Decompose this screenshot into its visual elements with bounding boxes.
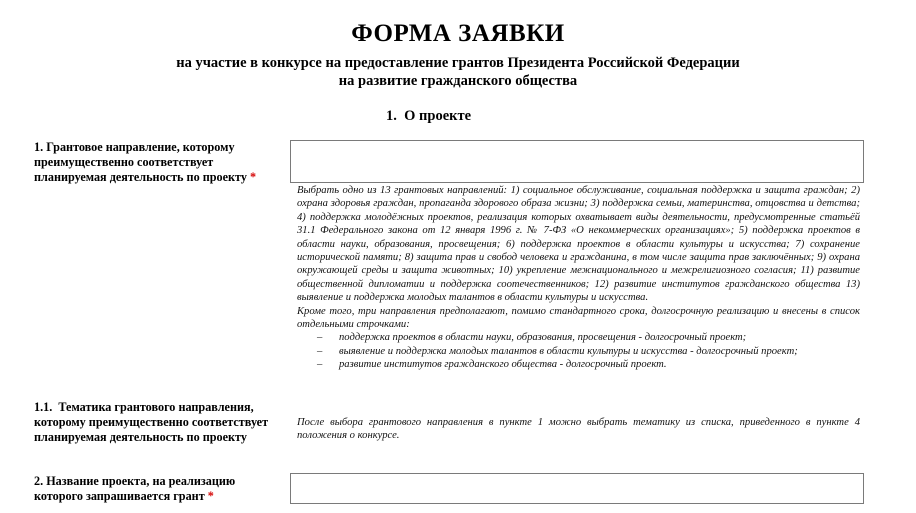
list-item xyxy=(297,345,860,358)
list-item xyxy=(297,331,860,344)
subtitle-line-1: на участие в конкурсе на предоставление грантов Президента Российской Федерации xyxy=(176,55,740,71)
list-item-text: выявление и поддержка молодых талантов в области культуры и искусства - долгосрочный проект; xyxy=(339,345,798,357)
field1-hint xyxy=(297,184,860,372)
section-title: 1. О проекте xyxy=(386,108,472,124)
field1-1-hint xyxy=(297,416,860,443)
field1-hint-list xyxy=(297,331,860,371)
form-title: ФОРМА ЗАЯВКИ xyxy=(351,20,565,47)
field2-label-text: 2. Название проекта, на реализацию которого запрашивается грант xyxy=(34,474,236,503)
field1-1-hint-text: После выбора грантового направления в пункте 1 можно выбрать тематику из списка, приведенного в пункте 4 положения о конкурсе. xyxy=(297,417,860,442)
list-item-text: поддержка проектов в области науки, образования, просвещения - долгосрочный проект; xyxy=(339,332,747,344)
field1-hint-extra: Кроме того, три направления предполагают, помимо стандартного срока, долгосрочную реализацию и внесены в список отдельными строчками: xyxy=(297,305,860,331)
field2-input[interactable] xyxy=(290,473,864,504)
field1-label xyxy=(34,140,266,185)
field1-required-mark: * xyxy=(250,170,257,184)
field2-required-mark: * xyxy=(207,489,214,503)
list-bullet: – xyxy=(317,332,323,344)
list-bullet: – xyxy=(317,359,323,371)
list-item-text: развитие институтов гражданского общества - долгосрочный проект. xyxy=(339,359,667,371)
field1-1-label: 1.1. Тематика грантового направления, которому преимущественно соответствует планируемая деятельность по проекту xyxy=(34,400,269,444)
field1-hint-text: Выбрать одно из 13 грантовых направлений: 1) социальное обслуживание, социальная поддержка и защита граждан; 2) охрана здоровья граждан, пропаганда здорового образа жизни; 3) поддержка семьи, материнства, отцовства и детства; 4) поддержка молодёжных проектов, реализация которых охватывает виды деятельности, предусмотренные статьёй 31.1 Федерального закона от 12 января 1996 г. № 7-ФЗ «О некоммерческих организациях»; 5) поддержка проектов в области науки, образования, просвещения; 6) поддержка проектов в области культуры и искусства; 7) сохранение исторической памяти; 8) защита прав и свобод человека и гражданина, в том числе защита прав заключённых; 9) охрана окружающей среды и защита животных; 10) укрепление межнационального и межрелигиозного согласия; 11) развитие общественной дипломатии и поддержка соотечественников; 12) развитие институтов гражданского общества 13) выявление и поддержка молодых талантов в области культуры и искусства. xyxy=(297,185,860,304)
field1-label-text: 1. Грантовое направление, которому преимущественно соответствует планируемая деятельность по проекту xyxy=(34,140,247,184)
form-subtitle xyxy=(100,54,816,90)
field2-label xyxy=(34,474,266,504)
subtitle-line-2: на развитие гражданского общества xyxy=(338,73,578,89)
list-item xyxy=(297,358,860,371)
list-bullet: – xyxy=(317,345,323,357)
field1-input[interactable] xyxy=(290,140,864,183)
